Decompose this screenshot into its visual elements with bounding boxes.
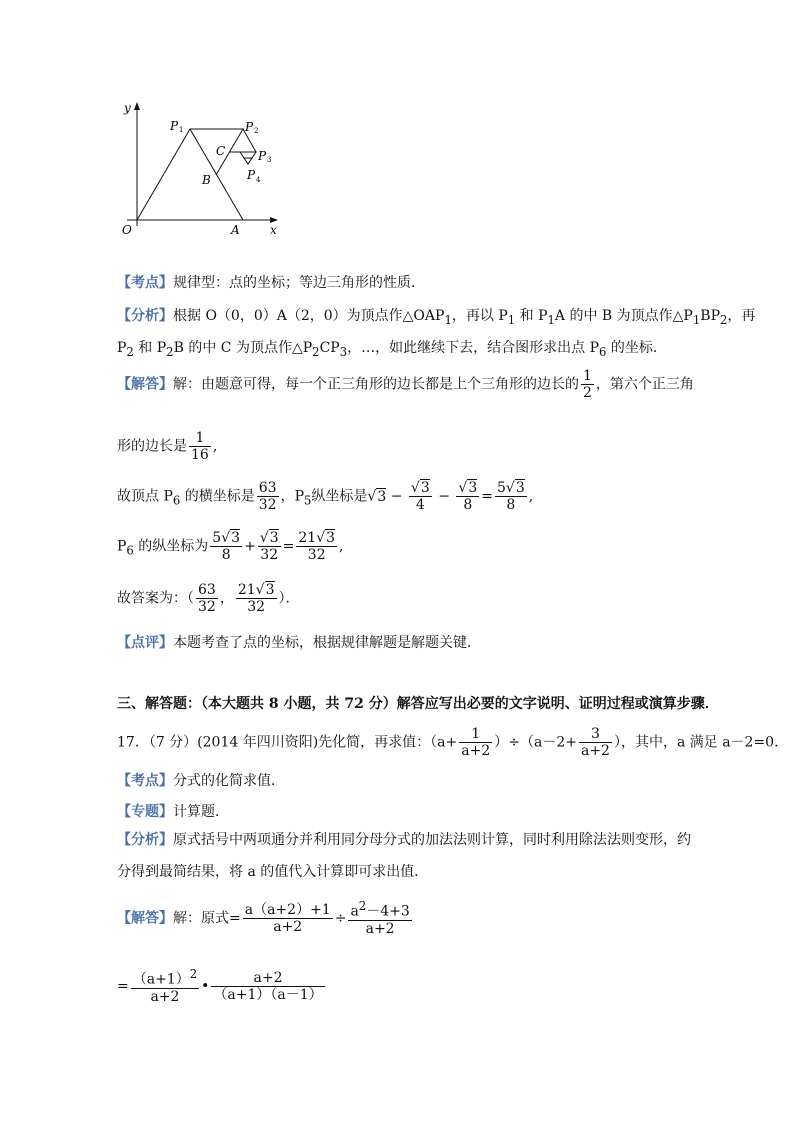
jieda-text: ，第六个正三角 (595, 376, 694, 393)
q16-line4: $P_6$ 的纵坐标为 $\frac{5√3}{8}$ + $\frac{√3}{32}$ = $\frac{21√3}{32}$ , (117, 530, 344, 564)
denominator: 32 (247, 599, 266, 616)
numerator (131, 968, 199, 989)
fraction-expr3 (131, 968, 199, 1005)
jieda-tag: 解答 (131, 376, 159, 393)
q17-fenxi-line2: 分得到最简结果，将 a 的值代入计算即可求出值． (117, 864, 429, 880)
denominator: 8 (506, 497, 516, 514)
label-P3: P (258, 149, 267, 163)
label-C: C (216, 144, 226, 158)
sub: 2 (126, 344, 134, 359)
fenxi-text: 的坐标． (606, 340, 667, 356)
text: ， (219, 590, 234, 607)
label-P2-sub: 2 (254, 127, 259, 135)
denominator: a+2 (150, 988, 180, 1005)
label-B: B (202, 173, 211, 187)
sqrt: 3 (468, 480, 478, 496)
text: P (117, 538, 127, 555)
sub: 2 (720, 312, 728, 327)
sqrt: 3 (265, 582, 275, 598)
coef: 21 (237, 582, 256, 598)
op: + (244, 538, 256, 555)
numerator: a+2 (211, 970, 324, 987)
denominator: 2 (583, 385, 592, 402)
label-P2: P (245, 120, 254, 134)
fraction-expr2 (348, 900, 411, 937)
fraction-5r3-8 (210, 530, 242, 563)
fenxi-text: 原式括号中两项通分并利用同分母分式的加法法则计算，同时利用除法法则变形，约 (173, 832, 691, 848)
fraction-3-a2 (579, 726, 612, 759)
sqrt: 3 (420, 480, 430, 496)
kaodian-tag: 考点 (131, 275, 159, 291)
coef: 5 (212, 530, 222, 546)
fenxi-text: P (117, 340, 127, 356)
zhuanti-text: 计算题． (173, 804, 229, 820)
triangle-OAP1 (137, 129, 243, 220)
fenxi-text: CP (319, 340, 340, 356)
q16-jieda-line1: 【解答】解：由题意可得，每一个正三角形的边长都是上个三角形的边长的 $\frac{1}{2}$ ，第六个正三角 (117, 368, 694, 402)
denominator: 32 (260, 547, 279, 564)
fenxi-text: ，再以 P (451, 308, 508, 324)
sub: 2 (166, 344, 174, 359)
sub: 6 (599, 344, 607, 359)
text: 的横坐标是 (180, 488, 255, 505)
label-P4-sub: 4 (256, 176, 261, 184)
sub: 1 (547, 312, 555, 327)
fraction-21r3-32 (236, 582, 277, 615)
text: 故答案为：（ (117, 590, 194, 607)
text: 故顶点 P (117, 488, 173, 505)
denominator: a+2 (461, 743, 491, 760)
numerator: 5√3 (212, 530, 241, 546)
fraction-63-32 (196, 582, 218, 615)
fraction-1-16 (189, 430, 211, 463)
jieda-text: 形的边长是 (117, 438, 187, 455)
denominator: 32 (307, 547, 326, 564)
q16-fenxi-line2 (117, 337, 667, 359)
sub: 1 (507, 312, 516, 327)
dianping-tag: 点评 (131, 635, 159, 651)
denominator: a+2 (580, 743, 610, 760)
sub: 5 (304, 493, 312, 508)
denominator: 16 (191, 447, 209, 464)
y-axis-arrow (134, 102, 140, 110)
op: • (201, 978, 210, 995)
fenxi-text: B 的中 C 为顶点作△P (173, 340, 313, 356)
fenxi-text: ，再 (727, 308, 756, 324)
coordinate-figure (112, 98, 292, 238)
q16-kaodian: 【考点】规律型：点的坐标；等边三角形的性质． (117, 275, 425, 291)
label-O: O (122, 223, 132, 237)
label-x: x (270, 223, 277, 237)
sub: 1 (692, 312, 701, 327)
q16-jieda-line2: 形的边长是 $\frac{1}{16}$ , (117, 430, 218, 464)
fraction-21r3-32 (296, 530, 337, 563)
numerator: a（a+2）+1 (244, 901, 331, 918)
fraction-half (581, 368, 594, 401)
sqrt: 3 (326, 530, 336, 546)
numerator: 63 (198, 582, 216, 598)
numerator: 1 (459, 726, 492, 743)
sup: 2 (189, 967, 198, 981)
q17-step2 (117, 968, 327, 1005)
text: ）． (278, 590, 300, 607)
sub: 2 (312, 344, 320, 359)
zhuanti-tag: 专题 (131, 804, 159, 820)
jieda-text: 解：由题意可得，每一个正三角形的边长都是上个三角形的边长的 (173, 376, 579, 393)
sqrt: 3 (377, 488, 387, 505)
fraction-63-32 (257, 480, 279, 513)
op: = (481, 488, 493, 505)
denominator: （a+1）（a－1） (213, 986, 323, 1003)
op: − (438, 488, 450, 505)
sub: 6 (172, 493, 181, 508)
label-P1-sub: 1 (179, 126, 184, 134)
denominator: 32 (258, 497, 277, 514)
fenxi-text: A 的中 B 为顶点作△P (554, 308, 693, 324)
numerator: 63 (258, 480, 277, 496)
dianping-text: 本题考查了点的坐标，根据规律解题是解题关键． (173, 635, 481, 651)
op: ÷ (334, 910, 347, 927)
denominator: 4 (415, 497, 425, 514)
fenxi-text: ，…，如此继续下去，结合图形求出点 P (347, 340, 599, 356)
fenxi-text: BP (700, 308, 720, 324)
q16-fenxi-line1: 【分析】根据 O（0，0）A（2，0）为顶点作$\triangle OAP_1$，再以 $P_1$ 和 $P_1A$ 的中 B 为顶点作$\triangle P_1BP_2$，再 (117, 308, 756, 327)
denominator: 8 (221, 547, 231, 564)
sup: 2 (358, 899, 367, 913)
numerator: 21√3 (298, 530, 336, 546)
kaodian-text: 规律型：点的坐标；等边三角形的性质． (173, 275, 425, 291)
text: ），其中，a 满足 a－2=0． (613, 734, 789, 751)
label-P1: P (170, 119, 179, 133)
text: 17．（7 分）(2014 年四川资阳)先化简，再求值：（a+ (117, 734, 458, 751)
q17-head (117, 726, 788, 759)
sqrt: 3 (231, 530, 241, 546)
q16-dianping: 【点评】本题考查了点的坐标，根据规律解题是解题关键． (117, 635, 481, 651)
fenxi-text: 根据 O（0，0）A（2，0）为顶点作△OAP (173, 308, 445, 324)
numerator (348, 900, 411, 921)
denominator: a+2 (273, 918, 303, 935)
fraction-5r3-8 (495, 480, 527, 513)
denominator: 32 (198, 599, 216, 616)
sqrt: 3 (515, 480, 525, 496)
kaodian-tag: 考点 (131, 773, 159, 789)
numerator: 21√3 (237, 582, 275, 598)
fenxi-text: 和 P (515, 308, 548, 324)
jieda-tag: 解答 (131, 910, 159, 927)
q16-line3: 故顶点 $P_6$ 的横坐标是 $\frac{63}{32}$ ，$P_5$纵坐标是√3 − $\frac{√3}{4}$ − $\frac{√3}{8}$ = $\frac{5√3}{8}$ , (117, 480, 534, 514)
label-P4: P (247, 168, 256, 182)
sub: 3 (339, 344, 348, 359)
numerator: 1 (189, 430, 211, 447)
numerator: √3 (458, 480, 478, 496)
rest: －4+3 (366, 903, 410, 920)
q17-jieda: 【解答】解：原式= $\frac{a(a+2)+1}{a+2}$ ÷ $\frac{a^2-4+3}{a+2}$ (117, 899, 410, 937)
op: = (117, 978, 129, 995)
denominator: 8 (463, 497, 473, 514)
base: （a+1） (132, 971, 190, 988)
label-y: y (124, 101, 131, 115)
numerator: √3 (259, 530, 279, 546)
kaodian-text: 分式的化简求值． (173, 773, 285, 789)
text: 解：原式= (173, 910, 241, 927)
fraction-r3-4 (409, 480, 432, 513)
label-P3-sub: 3 (267, 156, 272, 164)
label-A: A (231, 223, 240, 237)
fraction-1-a2 (459, 726, 492, 759)
fraction-r3-32 (258, 530, 281, 563)
fenxi-text: 和 P (133, 340, 167, 356)
numerator: 5√3 (496, 480, 525, 496)
sqrt: 3 (269, 530, 279, 546)
fraction-r3-8 (456, 480, 479, 513)
q17-fenxi-line1: 【分析】原式括号中两项通分并利用同分母分式的加法法则计算，同时利用除法法则变形，约 (117, 832, 691, 848)
fenxi-tag: 分析 (131, 832, 159, 848)
section-heading: 三、解答题：（本大题共 8 小题，共 72 分）解答应写出必要的文字说明、证明过程或演算步骤． (117, 696, 719, 712)
op: = (282, 538, 295, 555)
coef: 21 (298, 530, 317, 546)
op: − (390, 488, 403, 505)
text: ）÷（a－2+ (494, 734, 577, 751)
var: a (350, 903, 359, 920)
numerator: 3 (579, 726, 612, 743)
q17-kaodian: 【考点】分式的化简求值． (117, 773, 285, 789)
numerator: 1 (583, 368, 592, 384)
fenxi-tag: 分析 (131, 308, 159, 324)
sub: 1 (444, 312, 452, 327)
q16-answer (117, 582, 300, 615)
numerator: √3 (410, 480, 430, 496)
text: ，P (280, 488, 304, 505)
text: 纵坐标是 (311, 488, 368, 505)
sub: 6 (126, 543, 134, 558)
fraction-expr4 (211, 970, 324, 1003)
text: 的纵坐标为 (133, 538, 209, 555)
fraction-expr1 (243, 902, 333, 935)
denominator: a+2 (365, 920, 395, 937)
coef: 5 (496, 480, 506, 496)
q17-zhuanti: 【专题】计算题． (117, 804, 229, 820)
